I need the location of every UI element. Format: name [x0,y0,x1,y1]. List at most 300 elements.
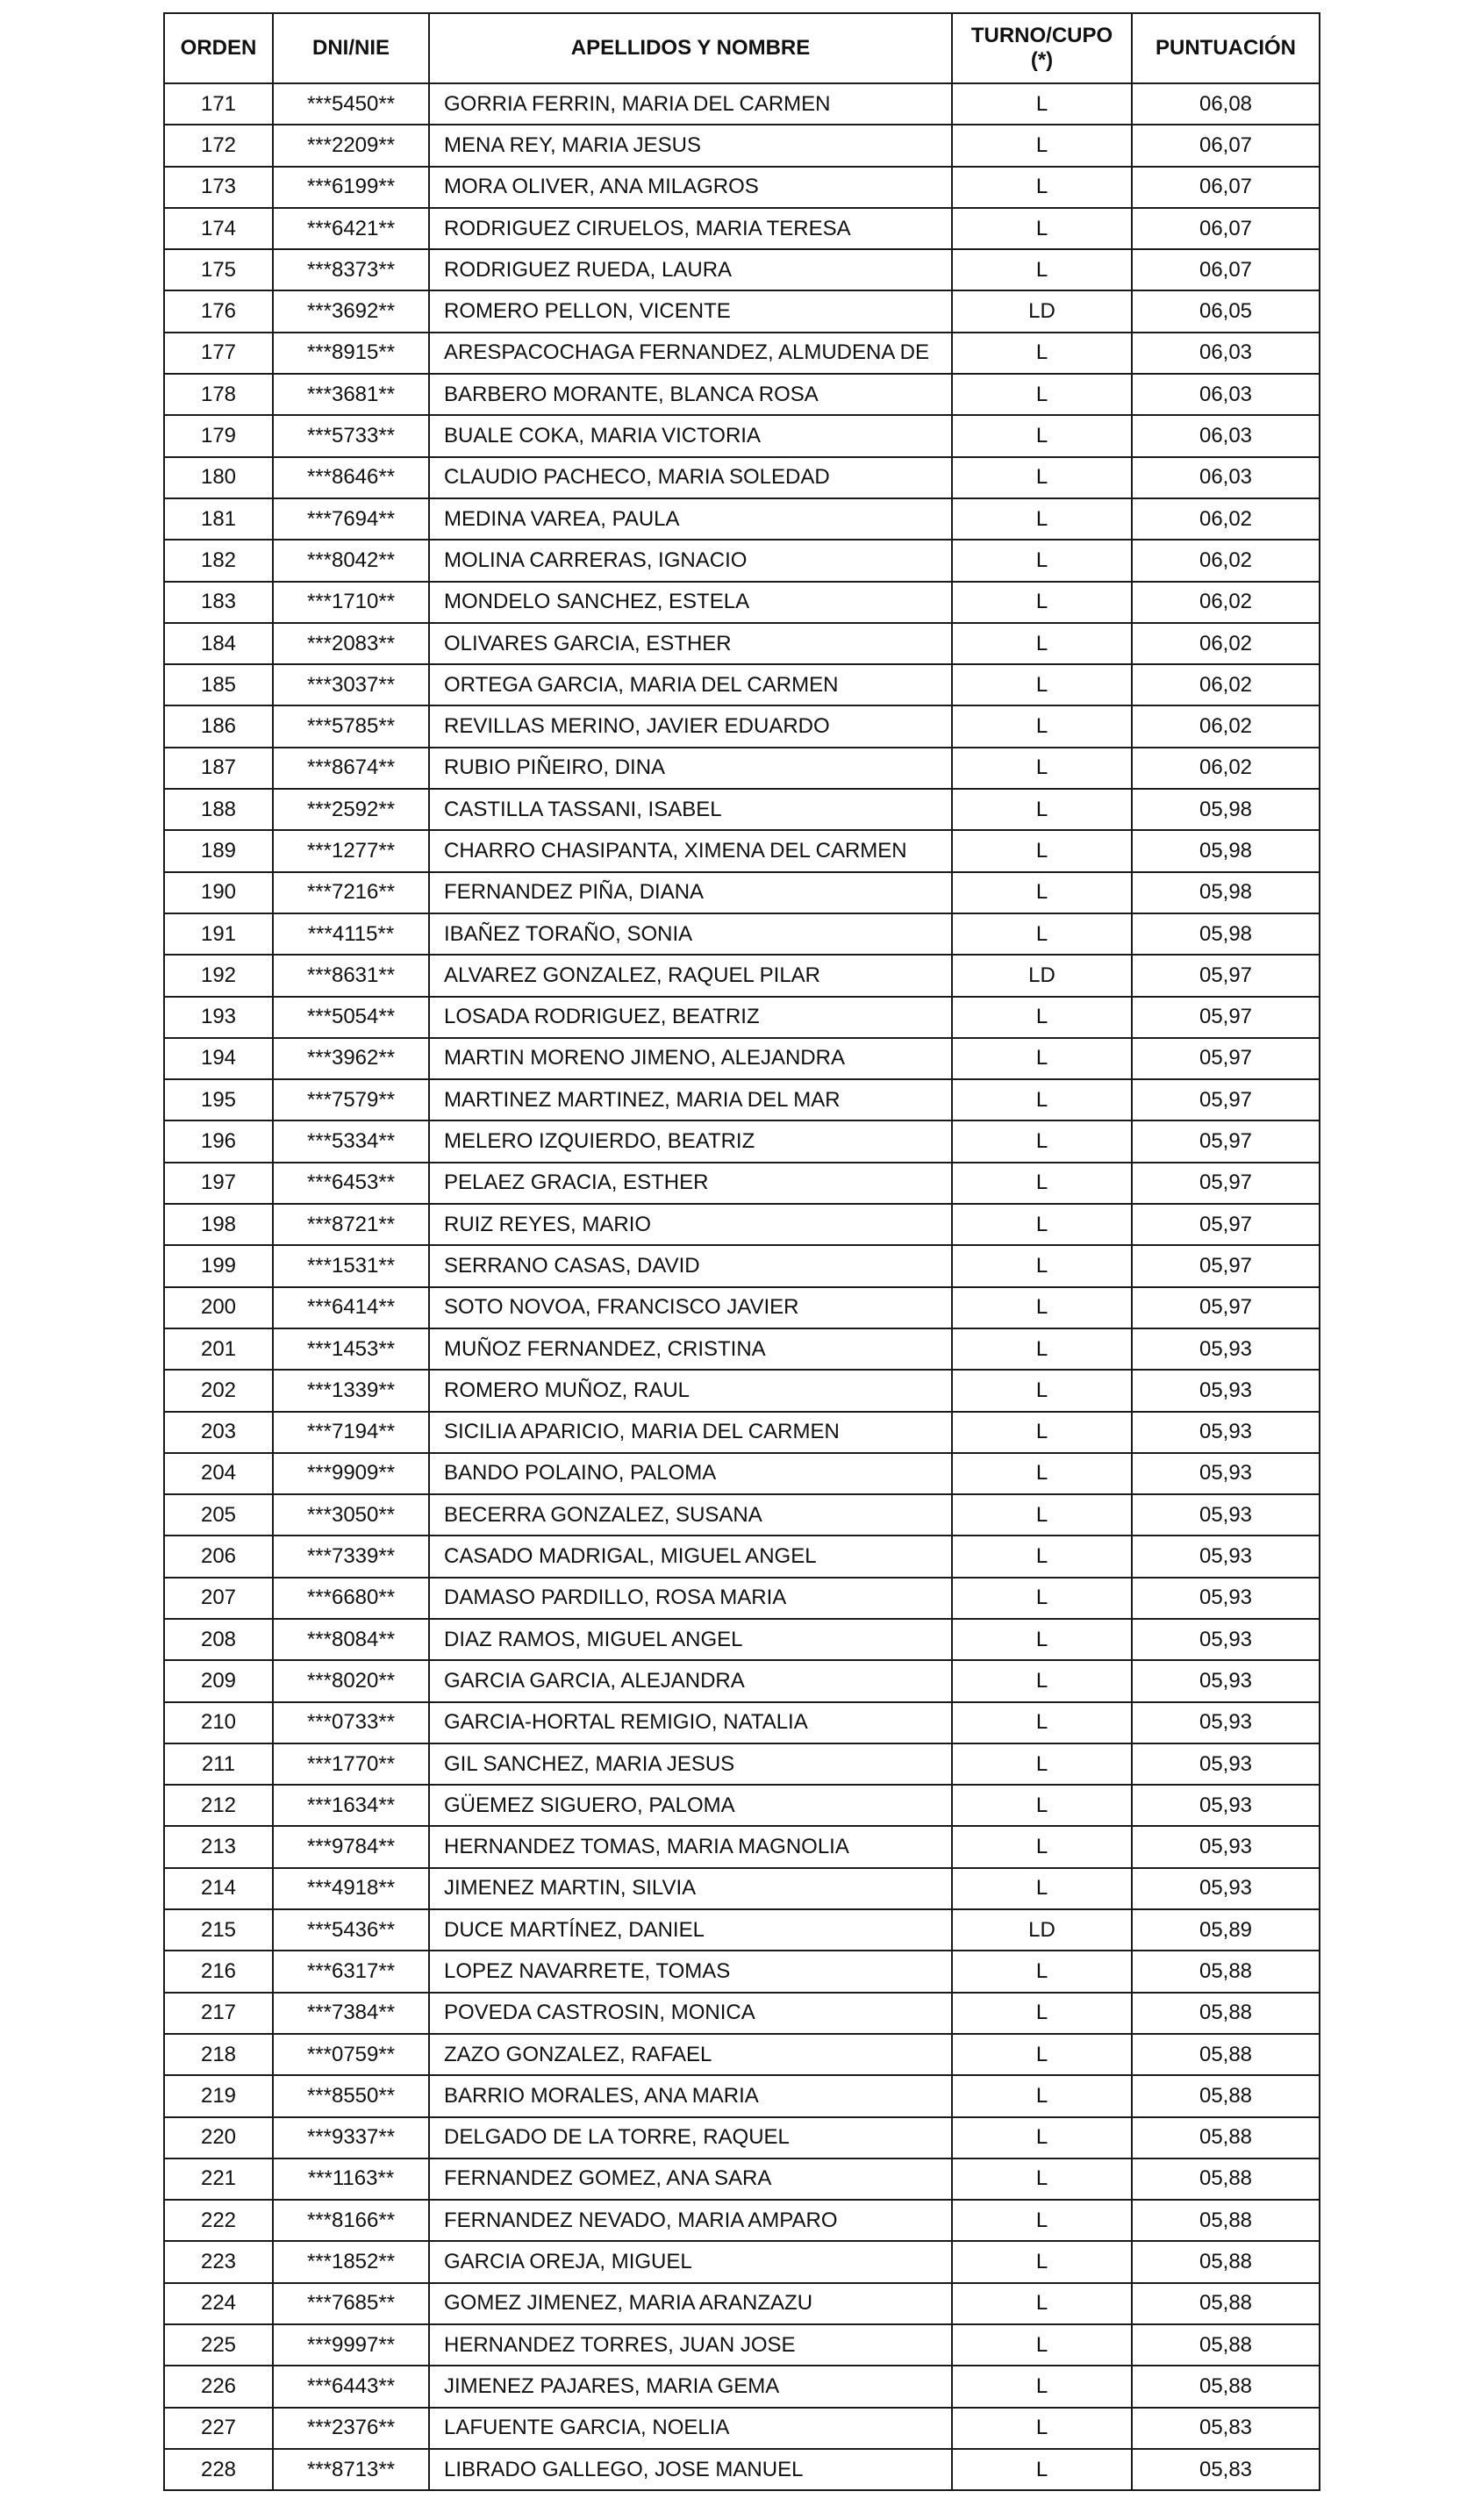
cell-puntuacion: 05,97 [1132,955,1320,996]
cell-puntuacion: 06,03 [1132,374,1320,415]
table-row [164,2283,1320,2324]
cell-turno: L [952,1868,1132,1909]
cell-orden: 182 [164,540,273,581]
cell-nombre: DAMASO PARDILLO, ROSA MARIA [429,1578,952,1619]
cell-puntuacion: 06,03 [1132,457,1320,498]
cell-puntuacion: 06,07 [1132,208,1320,249]
cell-nombre: CASADO MADRIGAL, MIGUEL ANGEL [429,1536,952,1577]
cell-puntuacion: 05,93 [1132,1785,1320,1826]
cell-dni: ***8646** [273,457,429,498]
cell-dni: ***8915** [273,333,429,374]
cell-nombre: MORA OLIVER, ANA MILAGROS [429,167,952,208]
results-table [163,12,1320,2491]
cell-turno: L [952,2366,1132,2407]
header-row [164,13,1320,83]
cell-orden: 223 [164,2241,273,2282]
cell-turno: L [952,498,1132,540]
cell-nombre: GARCIA OREJA, MIGUEL [429,2241,952,2282]
cell-dni: ***1531** [273,1245,429,1286]
cell-turno: L [952,125,1132,166]
table-row [164,1993,1320,2034]
cell-turno: L [952,2324,1132,2366]
header-turno-cupo [952,13,1132,83]
cell-dni: ***5436** [273,1909,429,1951]
header-turno-line1: TURNO/CUPO [970,24,1113,48]
table-row [164,997,1320,1038]
cell-dni: ***9784** [273,1826,429,1867]
cell-dni: ***3962** [273,1038,429,1079]
table-row [164,1619,1320,1660]
cell-nombre: SOTO NOVOA, FRANCISCO JAVIER [429,1287,952,1328]
cell-turno: L [952,830,1132,871]
cell-dni: ***2209** [273,125,429,166]
cell-orden: 205 [164,1494,273,1536]
cell-puntuacion: 05,97 [1132,1079,1320,1120]
cell-nombre: GARCIA GARCIA, ALEJANDRA [429,1660,952,1701]
cell-dni: ***8674** [273,748,429,789]
cell-puntuacion: 06,02 [1132,498,1320,540]
cell-dni: ***6317** [273,1951,429,1992]
cell-puntuacion: 05,97 [1132,1204,1320,1245]
cell-turno: L [952,748,1132,789]
cell-nombre: HERNANDEZ TORRES, JUAN JOSE [429,2324,952,2366]
cell-dni: ***1852** [273,2241,429,2282]
cell-orden: 171 [164,83,273,125]
cell-orden: 226 [164,2366,273,2407]
table-body [164,83,1320,2490]
cell-nombre: HERNANDEZ TOMAS, MARIA MAGNOLIA [429,1826,952,1867]
cell-dni: ***0733** [273,1702,429,1743]
cell-puntuacion: 05,93 [1132,1370,1320,1411]
table-row [164,1287,1320,1328]
cell-orden: 200 [164,1287,273,1328]
cell-orden: 180 [164,457,273,498]
table-row [164,2117,1320,2158]
cell-nombre: RUBIO PIÑEIRO, DINA [429,748,952,789]
cell-orden: 214 [164,1868,273,1909]
cell-orden: 189 [164,830,273,871]
cell-nombre: MEDINA VAREA, PAULA [429,498,952,540]
cell-turno: L [952,1245,1132,1286]
cell-turno: L [952,1163,1132,1204]
cell-orden: 212 [164,1785,273,1826]
cell-turno: LD [952,290,1132,332]
cell-puntuacion: 06,02 [1132,582,1320,623]
cell-nombre: LAFUENTE GARCIA, NOELIA [429,2408,952,2449]
cell-dni: ***3050** [273,1494,429,1536]
cell-turno: L [952,1536,1132,1577]
table-row [164,705,1320,747]
cell-dni: ***6453** [273,1163,429,1204]
cell-turno: L [952,1370,1132,1411]
cell-dni: ***1339** [273,1370,429,1411]
table-row [164,913,1320,955]
cell-nombre: FERNANDEZ GOMEZ, ANA SARA [429,2158,952,2200]
cell-nombre: JIMENEZ MARTIN, SILVIA [429,1868,952,1909]
cell-puntuacion: 05,93 [1132,1868,1320,1909]
table-row [164,1494,1320,1536]
cell-dni: ***8721** [273,1204,429,1245]
table-row [164,623,1320,664]
table-row [164,830,1320,871]
cell-puntuacion: 05,93 [1132,1826,1320,1867]
cell-puntuacion: 05,97 [1132,1287,1320,1328]
table-row [164,1743,1320,1785]
cell-puntuacion: 05,93 [1132,1494,1320,1536]
cell-nombre: GORRIA FERRIN, MARIA DEL CARMEN [429,83,952,125]
cell-puntuacion: 06,03 [1132,333,1320,374]
cell-turno: L [952,1120,1132,1162]
cell-puntuacion: 05,93 [1132,1412,1320,1453]
table-row [164,1328,1320,1370]
cell-nombre: REVILLAS MERINO, JAVIER EDUARDO [429,705,952,747]
cell-nombre: FERNANDEZ PIÑA, DIANA [429,872,952,913]
table-row [164,290,1320,332]
cell-nombre: LOPEZ NAVARRETE, TOMAS [429,1951,952,1992]
cell-nombre: MELERO IZQUIERDO, BEATRIZ [429,1120,952,1162]
cell-turno: L [952,333,1132,374]
cell-nombre: MARTINEZ MARTINEZ, MARIA DEL MAR [429,1079,952,1120]
cell-orden: 204 [164,1453,273,1494]
cell-puntuacion: 05,88 [1132,2034,1320,2075]
cell-turno: L [952,705,1132,747]
cell-puntuacion: 05,93 [1132,1743,1320,1785]
cell-nombre: ROMERO PELLON, VICENTE [429,290,952,332]
table-row [164,1951,1320,1992]
cell-puntuacion: 05,93 [1132,1619,1320,1660]
table-row [164,789,1320,830]
cell-orden: 228 [164,2449,273,2490]
cell-nombre: GIL SANCHEZ, MARIA JESUS [429,1743,952,1785]
cell-dni: ***7339** [273,1536,429,1577]
table-row [164,498,1320,540]
cell-orden: 208 [164,1619,273,1660]
cell-turno: L [952,997,1132,1038]
cell-orden: 188 [164,789,273,830]
cell-turno: L [952,1951,1132,1992]
cell-turno: L [952,1494,1132,1536]
table-row [164,1702,1320,1743]
cell-orden: 178 [164,374,273,415]
cell-puntuacion: 05,93 [1132,1328,1320,1370]
table-row [164,208,1320,249]
cell-orden: 190 [164,872,273,913]
cell-nombre: DIAZ RAMOS, MIGUEL ANGEL [429,1619,952,1660]
cell-orden: 206 [164,1536,273,1577]
cell-nombre: CLAUDIO PACHECO, MARIA SOLEDAD [429,457,952,498]
cell-puntuacion: 06,02 [1132,748,1320,789]
cell-dni: ***8042** [273,540,429,581]
cell-turno: L [952,664,1132,705]
cell-turno: L [952,1660,1132,1701]
cell-turno: LD [952,955,1132,996]
cell-nombre: LOSADA RODRIGUEZ, BEATRIZ [429,997,952,1038]
cell-orden: 183 [164,582,273,623]
cell-turno: LD [952,1909,1132,1951]
cell-dni: ***8550** [273,2075,429,2116]
cell-orden: 211 [164,1743,273,1785]
cell-nombre: SERRANO CASAS, DAVID [429,1245,952,1286]
cell-orden: 207 [164,1578,273,1619]
cell-nombre: GOMEZ JIMENEZ, MARIA ARANZAZU [429,2283,952,2324]
cell-dni: ***6680** [273,1578,429,1619]
cell-orden: 186 [164,705,273,747]
table-row [164,1120,1320,1162]
cell-orden: 216 [164,1951,273,1992]
table-row [164,2408,1320,2449]
cell-dni: ***3692** [273,290,429,332]
table-row [164,333,1320,374]
cell-puntuacion: 05,88 [1132,1993,1320,2034]
cell-turno: L [952,540,1132,581]
table-row [164,1079,1320,1120]
cell-turno: L [952,1702,1132,1743]
header-puntuacion: PUNTUACIÓN [1132,13,1320,83]
table-row [164,1163,1320,1204]
cell-nombre: ARESPACOCHAGA FERNANDEZ, ALMUDENA DE [429,333,952,374]
cell-turno: L [952,208,1132,249]
table-row [164,2034,1320,2075]
cell-nombre: MOLINA CARRERAS, IGNACIO [429,540,952,581]
cell-turno: L [952,623,1132,664]
cell-dni: ***6199** [273,167,429,208]
cell-puntuacion: 06,02 [1132,705,1320,747]
cell-nombre: POVEDA CASTROSIN, MONICA [429,1993,952,2034]
table-row [164,1660,1320,1701]
cell-puntuacion: 06,07 [1132,125,1320,166]
cell-orden: 221 [164,2158,273,2200]
cell-dni: ***8631** [273,955,429,996]
cell-puntuacion: 05,93 [1132,1453,1320,1494]
cell-puntuacion: 05,98 [1132,872,1320,913]
cell-turno: L [952,1412,1132,1453]
cell-orden: 174 [164,208,273,249]
cell-turno: L [952,1826,1132,1867]
cell-turno: L [952,582,1132,623]
cell-nombre: MARTIN MORENO JIMENO, ALEJANDRA [429,1038,952,1079]
table-row [164,540,1320,581]
cell-puntuacion: 05,98 [1132,830,1320,871]
cell-puntuacion: 05,89 [1132,1909,1320,1951]
cell-dni: ***6421** [273,208,429,249]
cell-turno: L [952,1079,1132,1120]
cell-dni: ***4115** [273,913,429,955]
cell-orden: 197 [164,1163,273,1204]
cell-dni: ***3681** [273,374,429,415]
table-row [164,2366,1320,2407]
cell-orden: 217 [164,1993,273,2034]
cell-orden: 225 [164,2324,273,2366]
cell-turno: L [952,913,1132,955]
cell-dni: ***9909** [273,1453,429,1494]
cell-puntuacion: 05,88 [1132,2200,1320,2241]
cell-orden: 181 [164,498,273,540]
cell-dni: ***8373** [273,249,429,290]
cell-orden: 209 [164,1660,273,1701]
cell-dni: ***7194** [273,1412,429,1453]
cell-orden: 215 [164,1909,273,1951]
table-row [164,1412,1320,1453]
cell-puntuacion: 05,93 [1132,1660,1320,1701]
table-row [164,2075,1320,2116]
cell-dni: ***5054** [273,997,429,1038]
cell-puntuacion: 05,88 [1132,1951,1320,1992]
cell-nombre: RODRIGUEZ RUEDA, LAURA [429,249,952,290]
table-row [164,2200,1320,2241]
cell-nombre: ALVAREZ GONZALEZ, RAQUEL PILAR [429,955,952,996]
cell-puntuacion: 05,88 [1132,2366,1320,2407]
table-row [164,955,1320,996]
table-row [164,1578,1320,1619]
cell-nombre: ZAZO GONZALEZ, RAFAEL [429,2034,952,2075]
header-orden: ORDEN [164,13,273,83]
cell-puntuacion: 06,02 [1132,623,1320,664]
table-row [164,872,1320,913]
cell-dni: ***5733** [273,415,429,456]
cell-orden: 187 [164,748,273,789]
cell-puntuacion: 05,88 [1132,2241,1320,2282]
cell-dni: ***7579** [273,1079,429,1120]
cell-puntuacion: 05,88 [1132,2158,1320,2200]
cell-nombre: BARBERO MORANTE, BLANCA ROSA [429,374,952,415]
cell-orden: 185 [164,664,273,705]
cell-orden: 198 [164,1204,273,1245]
cell-turno: L [952,2117,1132,2158]
table-row [164,2449,1320,2490]
cell-orden: 201 [164,1328,273,1370]
cell-dni: ***1770** [273,1743,429,1785]
table-row [164,664,1320,705]
table-row [164,1785,1320,1826]
cell-puntuacion: 05,97 [1132,1163,1320,1204]
cell-turno: L [952,789,1132,830]
cell-dni: ***1710** [273,582,429,623]
cell-nombre: PELAEZ GRACIA, ESTHER [429,1163,952,1204]
cell-orden: 172 [164,125,273,166]
cell-nombre: LIBRADO GALLEGO, JOSE MANUEL [429,2449,952,2490]
cell-nombre: SICILIA APARICIO, MARIA DEL CARMEN [429,1412,952,1453]
cell-puntuacion: 05,98 [1132,913,1320,955]
cell-turno: L [952,2200,1132,2241]
table-row [164,1204,1320,1245]
cell-orden: 176 [164,290,273,332]
cell-orden: 192 [164,955,273,996]
cell-puntuacion: 06,03 [1132,415,1320,456]
cell-nombre: OLIVARES GARCIA, ESTHER [429,623,952,664]
table-row [164,1868,1320,1909]
cell-orden: 202 [164,1370,273,1411]
cell-nombre: DELGADO DE LA TORRE, RAQUEL [429,2117,952,2158]
cell-dni: ***0759** [273,2034,429,2075]
table-row [164,125,1320,166]
cell-dni: ***5785** [273,705,429,747]
cell-nombre: RUIZ REYES, MARIO [429,1204,952,1245]
table-row [164,748,1320,789]
cell-nombre: FERNANDEZ NEVADO, MARIA AMPARO [429,2200,952,2241]
cell-orden: 220 [164,2117,273,2158]
cell-orden: 193 [164,997,273,1038]
cell-orden: 224 [164,2283,273,2324]
cell-turno: L [952,374,1132,415]
cell-dni: ***1163** [273,2158,429,2200]
cell-orden: 194 [164,1038,273,1079]
cell-turno: L [952,2158,1132,2200]
cell-orden: 218 [164,2034,273,2075]
cell-nombre: GÜEMEZ SIGUERO, PALOMA [429,1785,952,1826]
cell-puntuacion: 06,07 [1132,167,1320,208]
cell-dni: ***2376** [273,2408,429,2449]
cell-nombre: IBAÑEZ TORAÑO, SONIA [429,913,952,955]
cell-nombre: DUCE MARTÍNEZ, DANIEL [429,1909,952,1951]
cell-nombre: BUALE COKA, MARIA VICTORIA [429,415,952,456]
cell-dni: ***2083** [273,623,429,664]
cell-nombre: JIMENEZ PAJARES, MARIA GEMA [429,2366,952,2407]
table-row [164,2158,1320,2200]
cell-orden: 177 [164,333,273,374]
cell-dni: ***1277** [273,830,429,871]
cell-turno: L [952,2283,1132,2324]
cell-turno: L [952,1619,1132,1660]
cell-puntuacion: 05,97 [1132,1038,1320,1079]
table-row [164,167,1320,208]
table-row [164,582,1320,623]
cell-nombre: BANDO POLAINO, PALOMA [429,1453,952,1494]
cell-dni: ***8084** [273,1619,429,1660]
cell-turno: L [952,1743,1132,1785]
cell-turno: L [952,2408,1132,2449]
cell-turno: L [952,1287,1132,1328]
cell-puntuacion: 05,88 [1132,2117,1320,2158]
cell-orden: 179 [164,415,273,456]
header-dni: DNI/NIE [273,13,429,83]
cell-dni: ***1453** [273,1328,429,1370]
table-row [164,1370,1320,1411]
cell-nombre: MUÑOZ FERNANDEZ, CRISTINA [429,1328,952,1370]
cell-turno: L [952,457,1132,498]
cell-nombre: BECERRA GONZALEZ, SUSANA [429,1494,952,1536]
cell-puntuacion: 05,93 [1132,1578,1320,1619]
table-row [164,249,1320,290]
cell-nombre: MONDELO SANCHEZ, ESTELA [429,582,952,623]
cell-dni: ***1634** [273,1785,429,1826]
table-row [164,1245,1320,1286]
cell-nombre: MENA REY, MARIA JESUS [429,125,952,166]
table-row [164,1453,1320,1494]
cell-puntuacion: 05,97 [1132,997,1320,1038]
cell-turno: L [952,1993,1132,2034]
table-row [164,83,1320,125]
table-header [164,13,1320,83]
cell-dni: ***5334** [273,1120,429,1162]
cell-turno: L [952,415,1132,456]
table-row [164,1909,1320,1951]
cell-orden: 210 [164,1702,273,1743]
table-row [164,2241,1320,2282]
cell-orden: 222 [164,2200,273,2241]
cell-nombre: CHARRO CHASIPANTA, XIMENA DEL CARMEN [429,830,952,871]
header-nombre: APELLIDOS Y NOMBRE [429,13,952,83]
cell-dni: ***3037** [273,664,429,705]
cell-turno: L [952,2075,1132,2116]
table-row [164,1826,1320,1867]
cell-puntuacion: 06,07 [1132,249,1320,290]
cell-turno: L [952,872,1132,913]
cell-turno: L [952,1578,1132,1619]
cell-turno: L [952,2034,1132,2075]
table-row [164,374,1320,415]
cell-dni: ***7216** [273,872,429,913]
cell-dni: ***9997** [273,2324,429,2366]
